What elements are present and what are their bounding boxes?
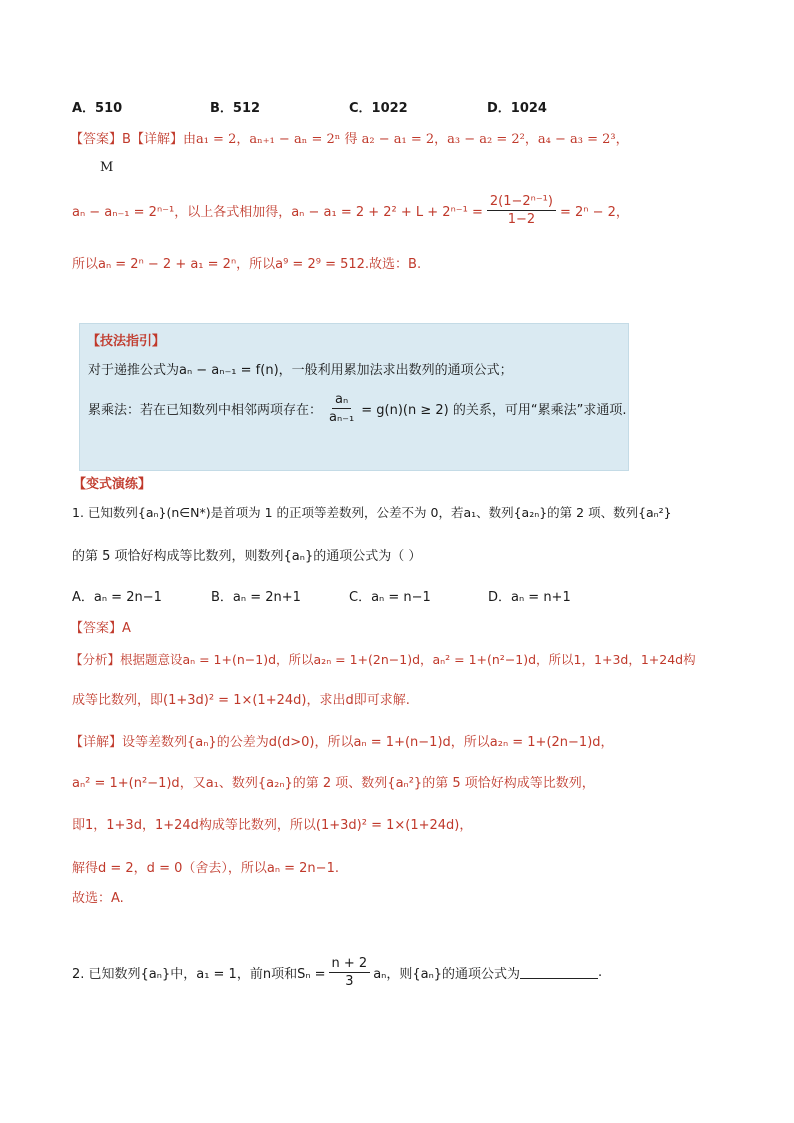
- q1-options: [72, 586, 571, 605]
- practice-title: 【变式演练】: [73, 477, 152, 492]
- q1-analysis-line1: 【分析】根据题意设aₙ = 1+(n−1)d，所以a₂ₙ = 1+(2n−1)d，aₙ² = 1+(n²−1)d，所以1，1+3d，1+24d构: [70, 652, 696, 667]
- option-d: D．1024: [487, 101, 547, 116]
- sum-result: = 2ⁿ − 2，: [559, 205, 629, 220]
- geometric-sum-fraction: [487, 193, 556, 228]
- tip-ratio-relation: = g(n)(n ≥ 2) 的关系，可用“累乘法”求通项.: [361, 403, 627, 418]
- prev-answer-line1: [70, 128, 629, 147]
- tip-line2: [88, 391, 626, 426]
- q2-fraction-denominator: 3: [345, 974, 354, 989]
- q1-detail-line4: 解得d = 2，d = 0（舍去），所以aₙ = 2n−1.: [72, 861, 339, 876]
- tip-title: 【技法指引】: [87, 334, 166, 349]
- q2-sum-fraction: [329, 955, 371, 990]
- general-term: 所以aₙ = 2ⁿ − 2 + a₁ = 2ⁿ，所以a⁹ = 2⁹ = 512: [72, 257, 365, 272]
- q2-line: [72, 955, 602, 990]
- option-a: A．510: [72, 101, 123, 116]
- technique-tip-box: [79, 323, 629, 471]
- prev-ellipsis: M: [100, 160, 114, 175]
- q1-detail-line2: aₙ² = 1+(n²−1)d，又a₁、数列{a₂ₙ}的第 2 项、数列{aₙ²}的第 5 项恰好构成等比数列，: [72, 776, 595, 791]
- fraction-numerator: 2(1−2ⁿ⁻¹): [487, 193, 556, 211]
- q1-answer: 【答案】A: [70, 621, 131, 636]
- q2-answer-blank[interactable]: [520, 966, 598, 979]
- q1-analysis-line2: 成等比数列，即(1+3d)² = 1×(1+24d)，求出d即可求解.: [72, 693, 410, 708]
- prev-answer-line3: [72, 193, 629, 228]
- fraction-denominator: 1−2: [507, 212, 536, 227]
- q1-option-c: C．aₙ = n−1: [349, 590, 431, 605]
- answer-tag: 【答案】: [70, 132, 123, 147]
- q2-fraction-numerator: n + 2: [329, 955, 371, 973]
- option-b: B．512: [210, 101, 261, 116]
- option-c: C．1022: [349, 101, 408, 116]
- derivation-line1: 由a₁ = 2，aₙ₊₁ − aₙ = 2ⁿ 得 a₂ − a₁ = 2，a₃ − a₂ = 2²，a₄ − a₃ = 2³，: [182, 132, 629, 147]
- q2-stem-end: aₙ，则{aₙ}的通项公式为: [373, 967, 521, 982]
- tip-fraction-denominator: aₙ₋₁: [329, 410, 355, 425]
- tip-fraction-numerator: aₙ: [332, 391, 351, 409]
- q1-option-d: D．aₙ = n+1: [488, 590, 571, 605]
- q1-option-a: A．aₙ = 2n−1: [72, 590, 162, 605]
- sum-expression: aₙ − aₙ₋₁ = 2ⁿ⁻¹，以上各式相加得，aₙ − a₁ = 2 + 2² + L + 2ⁿ⁻¹ =: [72, 205, 483, 220]
- prev-options: [72, 97, 547, 116]
- q1-detail-line3: 即1，1+3d，1+24d构成等比数列，所以(1+3d)² = 1×(1+24d)，: [72, 818, 473, 833]
- q2-period: .: [598, 965, 603, 980]
- prev-answer-line4: [72, 253, 421, 272]
- q1-option-b: B．aₙ = 2n+1: [211, 590, 301, 605]
- q1-line1: 1. 已知数列{aₙ}(n∈N*)是首项为 1 的正项等差数列，公差不为 0，若a₁、数列{a₂ₙ}的第 2 项、数列{aₙ²}: [72, 505, 672, 520]
- detail-tag: 【详解】: [130, 132, 183, 147]
- answer-letter: B: [122, 132, 131, 147]
- choose-b: .故选：B.: [364, 257, 422, 272]
- tip-ratio-fraction: [326, 391, 357, 426]
- q1-detail-line1: 【详解】设等差数列{aₙ}的公差为d(d>0)，所以aₙ = 1+(n−1)d，所以a₂ₙ = 1+(2n−1)d，: [70, 735, 614, 750]
- q2-stem: 2. 已知数列{aₙ}中，a₁ = 1，前n项和Sₙ =: [72, 967, 326, 982]
- q1-line2: 的第 5 项恰好构成等比数列，则数列{aₙ}的通项公式为（ ）: [72, 549, 422, 564]
- q1-detail-line5: 故选：A.: [72, 891, 124, 906]
- tip-multiplication-label: 累乘法：若在已知数列中相邻两项存在：: [88, 403, 323, 418]
- tip-line1: 对于递推公式为aₙ − aₙ₋₁ = f(n)，一般利用累加法求出数列的通项公式；: [88, 363, 513, 378]
